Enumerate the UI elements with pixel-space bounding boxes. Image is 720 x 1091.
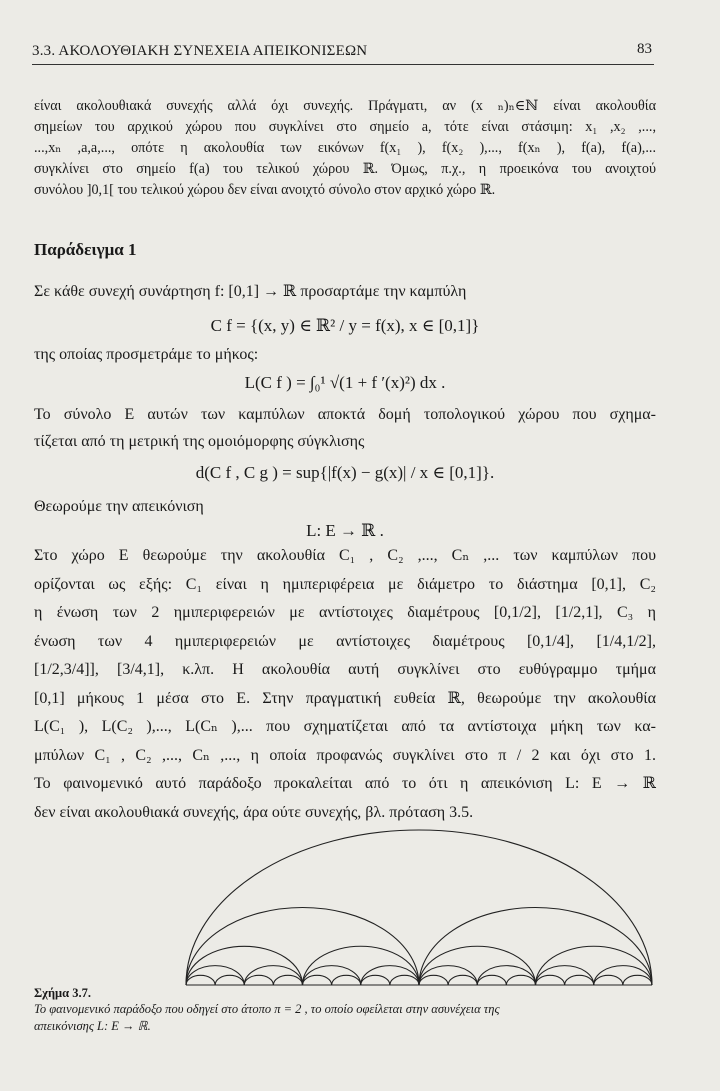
text-line: ορίζονται ως εξής: C₁ είναι η ημιπεριφέρεια με διάμετρο το διάστημα [0,1], C₂ [34,575,656,593]
text-line: Το φαινομενικό αυτό παράδοξο προκαλείται από το ότι η απεικόνιση L: E → ℝ [34,775,656,792]
semicircle-arc [419,908,652,986]
semicircle-arc [361,975,390,985]
semicircle-arc [186,966,244,985]
text-line: δεν είναι ακολουθιακά συνεχής, άρα ούτε συνεχής, βλ. πρόταση 3.5. [34,803,474,821]
semicircle-arc [623,975,652,985]
example-paragraph [34,542,656,827]
semicircle-arc [186,975,215,985]
semicircle-arc [361,966,419,985]
page-number: 83 [637,41,652,57]
caption-text: Το φαινομενικό παράδοξο που οδηγεί στο άτοπο π = 2 , το οποίο οφείλεται στην ασυνέχεια της [34,1002,500,1016]
semicircle-arc [536,975,565,985]
example-line: Σε κάθε συνεχή συνάρτηση f: [0,1] → ℝ προσαρτάμε την καμπύλη [34,283,467,300]
example-heading: Παράδειγμα 1 [34,240,137,259]
semicircle-figure [180,812,660,992]
semicircle-arc [273,975,302,985]
text-line: [1/2,3/4]], [3/4,1], κ.λπ. Η ακολουθία αυτή συγκλίνει στο ευθύγραμμο τμήμα [34,661,656,678]
text-line: L(C₁ ), L(C₂ ),..., L(Cₙ ),... που σχηματίζεται από τα αντίστοιχα μήκη των κα- [34,718,656,735]
figure-caption [34,986,656,1035]
length-formula: L(C f ) = ∫₀¹ √(1 + f ′(x)²) dx . [244,373,446,392]
text-line: ...,xₙ ,a,a,..., οπότε η ακολουθία των εικόνων f(x₁ ), f(x₂ ),..., f(xₙ ), f(a), f(a),... [34,140,656,156]
text-line: [0,1] μήκους 1 μέσα στο E. Στην πραγματική ευθεία ℝ, θεωρούμε την ακολουθία [34,689,656,707]
semicircle-arc [186,908,419,986]
text-line: η ένωση των 2 ημιπεριφερειών με αντίστοιχες διαμέτρους [0,1/2], [1/2,1], C₃ η [34,604,656,621]
semicircle-arc [419,946,536,985]
text-line: μπύλων C₁ , C₂ ,..., Cₙ ,..., η οποία προφανώς συγκλίνει στο π / 2 και όχι στο 1. [34,746,656,764]
semicircle-arc [419,975,448,985]
semicircle-arc [536,966,594,985]
text-line: Στο χώρο E θεωρούμε την ακολουθία C₁ , C₂ ,..., Cₙ ,... των καμπύλων που [34,547,656,564]
semicircle-arc [565,975,594,985]
metric-formula: d(C f , C g ) = sup{|f(x) − g(x)| / x ∈ [0,1]}. [195,463,495,482]
text-line: συνόλου ]0,1[ του τελικού χώρου δεν είναι ανοιχτό σύνολο στον αρχικό χώρο ℝ. [34,182,496,198]
semicircle-arc [477,975,506,985]
running-header [32,38,654,65]
caption-text: απεικόνισης L: E → ℝ. [34,1019,151,1033]
semicircle-arc [186,946,303,985]
semicircle-arc [390,975,419,985]
semicircle-arc [536,946,653,985]
example-line: Θεωρούμε την απεικόνιση [34,498,204,515]
semicircle-arc [448,975,477,985]
example-line: τίζεται από τη μετρική της ομοιόμορφης σύγκλισης [34,433,365,450]
semicircle-arc [215,975,244,985]
semicircle-arc [332,975,361,985]
section-title: 3.3. ΑΚΟΛΟΥΘΙΑΚΗ ΣΥΝΕΧΕΙΑ ΑΠΕΙΚΟΝΙΣΕΩΝ [32,43,368,59]
semicircle-arc [594,966,652,985]
text-line: ένωση των 4 ημιπεριφερειών με αντίστοιχες διαμέτρους [0,1/4], [1/4,1/2], [34,632,656,650]
semicircle-arc [244,966,302,985]
example-line: της οποίας προσμετράμε το μήκος: [34,346,259,363]
text-line: είναι ακολουθιακά συνεχής αλλά όχι συνεχής. Πράγματι, αν (x ₙ)ₙ∈ℕ είναι ακολουθία [34,98,656,114]
semicircle-arc [186,830,652,985]
text-line: συγκλίνει στο σημείο f(a) του τελικού χώρου ℝ. Όμως, π.χ., η προεικόνα του ανοιχτού [34,161,656,177]
semicircle-arc [303,946,420,985]
text-line: σημείων του αρχικού χώρου που συγκλίνει στο σημείο a, τότε είναι στάσιμη: x₁ ,x₂ ,..., [34,119,656,135]
map-formula: L: E → ℝ . [306,521,384,540]
semicircle-arc [303,975,332,985]
semicircle-arc [506,975,535,985]
semicircle-arc [594,975,623,985]
example-line: Το σύνολο E αυτών των καμπύλων αποκτά δομή τοπολογικού χώρου που σχημα- [34,406,656,423]
semicircle-arc [244,975,273,985]
semicircle-arc [419,966,477,985]
semicircle-arc [477,966,535,985]
curve-formula: C f = {(x, y) ∈ ℝ² / y = f(x), x ∈ [0,1]} [210,316,480,335]
intro-paragraph [34,96,656,201]
semicircle-arc [303,966,361,985]
caption-title: Σχήμα 3.7. [34,986,91,1000]
